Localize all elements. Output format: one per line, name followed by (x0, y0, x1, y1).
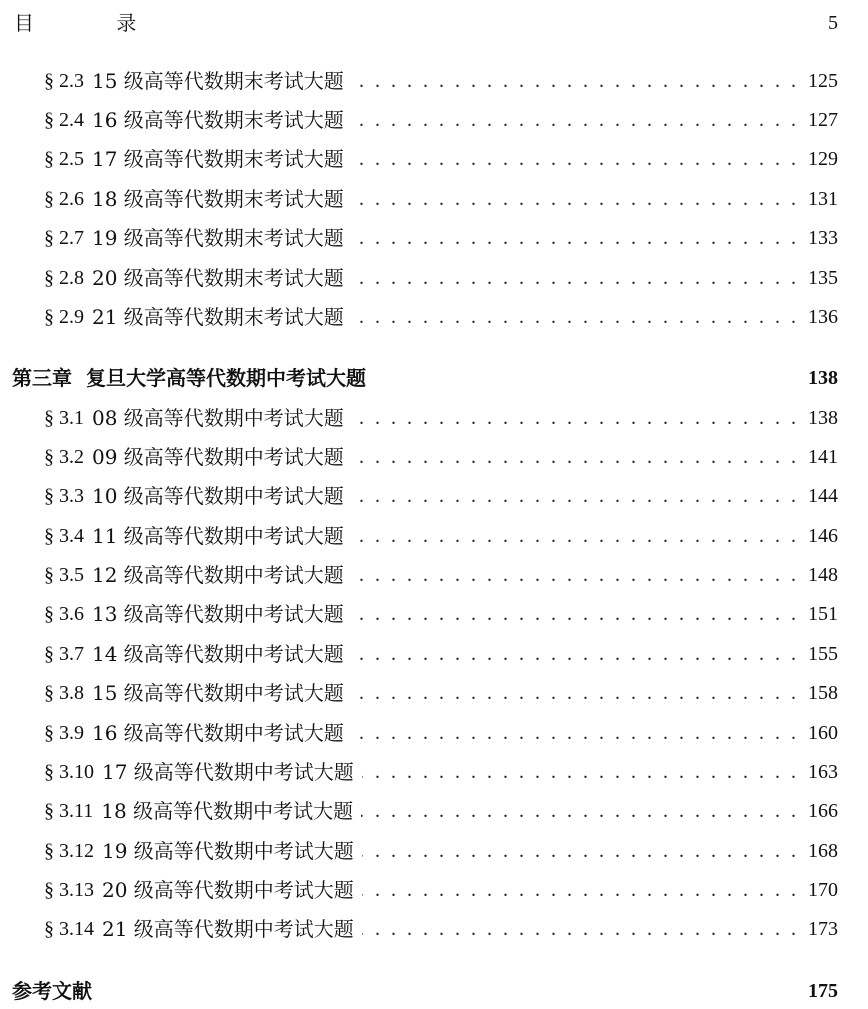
section-number: § 3.13 (44, 879, 94, 901)
toc-entry-3-7[interactable] (44, 639, 838, 669)
section-number: § 2.6 (44, 188, 84, 210)
page-number: 131 (808, 188, 838, 210)
dot-leader (352, 105, 796, 135)
toc-entry-3-12[interactable] (44, 836, 838, 866)
page-number: 170 (808, 879, 838, 901)
section-number: § 3.5 (44, 564, 84, 586)
dot-leader (352, 184, 796, 214)
page-number: 129 (808, 148, 838, 170)
page-number: 158 (808, 682, 838, 704)
dot-leader (352, 302, 796, 332)
section-title: 19 级高等代数期末考试大题 (92, 226, 344, 250)
page-number: 141 (808, 446, 838, 468)
page-number: 133 (808, 227, 838, 249)
page-number: 146 (808, 525, 838, 547)
toc-entry-2-9[interactable] (44, 302, 838, 332)
section-title: 10 级高等代数期中考试大题 (92, 484, 344, 508)
section-number: § 3.6 (44, 603, 84, 625)
section-number: § 3.7 (44, 643, 84, 665)
dot-leader (362, 757, 796, 787)
page-number: 148 (808, 564, 838, 586)
section-number: § 3.9 (44, 722, 84, 744)
toc-entry-3-3[interactable] (44, 481, 838, 511)
section-title: 15 级高等代数期末考试大题 (92, 69, 344, 93)
section-number: § 3.8 (44, 682, 84, 704)
toc-entry-3-6[interactable] (44, 599, 838, 629)
section-title: 20 级高等代数期末考试大题 (92, 266, 344, 290)
dot-leader (352, 66, 796, 96)
section-number: § 3.4 (44, 525, 84, 547)
references-heading[interactable] (12, 975, 838, 1007)
page-number: 125 (808, 70, 838, 92)
section-number: § 2.9 (44, 306, 84, 328)
section-number: § 2.5 (44, 148, 84, 170)
dot-leader (352, 263, 796, 293)
page-number: 135 (808, 267, 838, 289)
section-number: § 3.11 (44, 800, 94, 822)
section-number: § 2.7 (44, 227, 84, 249)
section-title: 17 级高等代数期末考试大题 (92, 147, 344, 171)
page-number: 155 (808, 643, 838, 665)
page-number: 144 (808, 485, 838, 507)
section-title: 17 级高等代数期中考试大题 (102, 760, 354, 784)
dot-leader (352, 639, 796, 669)
chapter-3-heading[interactable] (12, 362, 838, 394)
dot-leader (362, 914, 796, 944)
header-page-number: 5 (828, 12, 838, 34)
toc-entry-3-5[interactable] (44, 560, 838, 590)
references-label: 参考文献 (12, 979, 92, 1003)
dot-leader (352, 678, 796, 708)
section-number: § 3.1 (44, 407, 84, 429)
chapter-title: 复旦大学高等代数期中考试大题 (86, 366, 366, 390)
toc-entry-2-4[interactable] (44, 105, 838, 135)
toc-entry-3-8[interactable] (44, 678, 838, 708)
page-number: 151 (808, 603, 838, 625)
section-title: 20 级高等代数期中考试大题 (102, 878, 354, 902)
references-page-number: 175 (808, 980, 838, 1002)
section-title: 16 级高等代数期中考试大题 (92, 721, 344, 745)
toc-entry-2-8[interactable] (44, 263, 838, 293)
dot-leader (352, 442, 796, 472)
section-number: § 3.12 (44, 840, 94, 862)
dot-leader (352, 223, 796, 253)
dot-leader (352, 560, 796, 590)
page-number: 163 (808, 761, 838, 783)
section-title: 21 级高等代数期中考试大题 (102, 917, 354, 941)
toc-entry-2-5[interactable] (44, 144, 838, 174)
dot-leader (352, 481, 796, 511)
page-number: 136 (808, 306, 838, 328)
section-title: 19 级高等代数期中考试大题 (102, 839, 354, 863)
toc-entry-3-10[interactable] (44, 757, 838, 787)
page-number: 127 (808, 109, 838, 131)
dot-leader (352, 599, 796, 629)
section-number: § 2.8 (44, 267, 84, 289)
section-title: 16 级高等代数期末考试大题 (92, 108, 344, 132)
page-number: 168 (808, 840, 838, 862)
dot-leader (362, 836, 796, 866)
section-title: 15 级高等代数期中考试大题 (92, 681, 344, 705)
toc-entry-3-9[interactable] (44, 718, 838, 748)
toc-entry-2-3[interactable] (44, 66, 838, 96)
dot-leader (362, 875, 796, 905)
toc-entry-2-6[interactable] (44, 184, 838, 214)
dot-leader (352, 718, 796, 748)
toc-entry-3-2[interactable] (44, 442, 838, 472)
dot-leader (361, 796, 796, 826)
toc-entry-3-4[interactable] (44, 521, 838, 551)
section-title: 13 级高等代数期中考试大题 (92, 602, 344, 626)
page-number: 138 (808, 407, 838, 429)
page-number: 173 (808, 918, 838, 940)
section-number: § 3.10 (44, 761, 94, 783)
section-title: 21 级高等代数期末考试大题 (92, 305, 344, 329)
page-number: 160 (808, 722, 838, 744)
section-title: 11 级高等代数期中考试大题 (92, 524, 344, 548)
toc-entry-3-1[interactable] (44, 403, 838, 433)
page-number: 166 (808, 800, 838, 822)
section-number: § 2.4 (44, 109, 84, 131)
toc-entry-3-14[interactable] (44, 914, 838, 944)
section-number: § 2.3 (44, 70, 84, 92)
header-title: 目 录 (14, 11, 175, 35)
section-title: 09 级高等代数期中考试大题 (92, 445, 344, 469)
chapter-label: 第三章 (12, 366, 72, 390)
toc-entry-2-7[interactable] (44, 223, 838, 253)
section-title: 14 级高等代数期中考试大题 (92, 642, 344, 666)
section-number: § 3.14 (44, 918, 94, 940)
dot-leader (352, 144, 796, 174)
dot-leader (352, 521, 796, 551)
section-title: 08 级高等代数期中考试大题 (92, 406, 344, 430)
section-number: § 3.3 (44, 485, 84, 507)
section-title: 12 级高等代数期中考试大题 (92, 563, 344, 587)
section-title: 18 级高等代数期末考试大题 (92, 187, 344, 211)
dot-leader (352, 403, 796, 433)
toc-entry-3-11[interactable] (44, 796, 838, 826)
section-number: § 3.2 (44, 446, 84, 468)
page-header (14, 8, 838, 38)
toc-entry-3-13[interactable] (44, 875, 838, 905)
section-title: 18 级高等代数期中考试大题 (101, 799, 354, 823)
chapter-page-number: 138 (808, 367, 838, 389)
